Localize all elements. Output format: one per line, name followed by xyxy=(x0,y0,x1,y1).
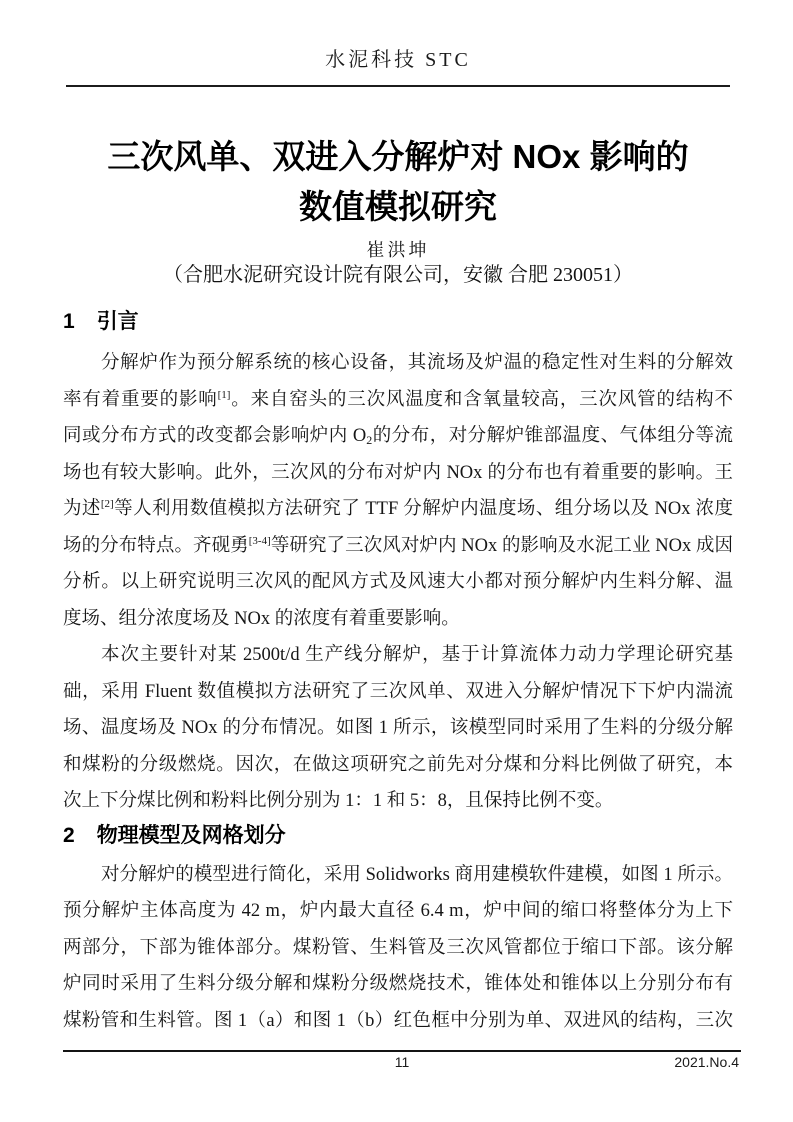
issue-label: 2021.No.4 xyxy=(674,1054,739,1070)
section-number: 2 xyxy=(63,823,75,847)
text-run: 炉同时采用了生料分级分解和煤粉分级燃烧技术，锥体处和锥体以上分别分布有 xyxy=(63,974,733,994)
text-run: 为述 xyxy=(63,499,101,519)
chemical-subscript: 2 xyxy=(366,433,373,447)
article-title-line-2: 数值模拟研究 xyxy=(299,188,497,225)
text-run: 础，采用 Fluent 数值模拟方法研究了三次风单、双进入分解炉情况下下炉内湍流 xyxy=(63,681,733,702)
page-number: 11 xyxy=(394,1054,410,1070)
text-run: 分解炉作为预分解系统的核心设备，其流场及炉温的稳定性对生料的分解效 xyxy=(101,353,733,373)
section-heading xyxy=(63,307,733,337)
citation-reference: [2] xyxy=(100,498,114,510)
body-line xyxy=(63,418,733,455)
text-run: 的分布，对分解炉锥部温度、气体组分等流 xyxy=(372,426,733,446)
text-run: 和煤粉的分级燃烧。因次，在做这项研究之前先对分煤和分料比例做了研究，本 xyxy=(63,754,733,775)
body-line xyxy=(63,1003,733,1040)
text-run: 场也有较大影响。此外，三次风的分布对炉内 NOx 的分布也有着重要的影响。王 xyxy=(63,462,733,483)
body-line xyxy=(63,710,733,747)
body-line xyxy=(63,966,733,1003)
body-line xyxy=(63,601,733,638)
text-run: 场、温度场及 NOx 的分布情况。如图 1 所示，该模型同时采用了生料的分级分解 xyxy=(63,718,733,738)
body-line xyxy=(63,455,733,492)
paragraph xyxy=(63,345,733,637)
text-run: 同或分布方式的改变都会影响炉内 O xyxy=(63,426,367,446)
body-line xyxy=(63,930,733,967)
body-line xyxy=(63,382,733,419)
author-affiliation: （合肥水泥研究设计院有限公司，安徽 合肥 230051） xyxy=(163,264,633,286)
citation-reference: [3-4] xyxy=(248,534,271,547)
paragraph xyxy=(63,637,733,820)
text-run: 场的分布特点。齐砚勇 xyxy=(63,535,249,556)
body-line xyxy=(63,564,733,601)
text-run: 等研究了三次风对炉内 NOx 的影响及水泥工业 NOx 成因 xyxy=(270,535,733,556)
text-run: 率有着重要的影响 xyxy=(63,389,218,410)
text-run: 本次主要针对某 2500t/d 生产线分解炉，基于计算流体力动力学理论研究基 xyxy=(101,645,733,665)
citation-reference: [1] xyxy=(217,388,231,401)
article-title xyxy=(63,132,733,232)
body-line xyxy=(63,783,733,820)
body-line xyxy=(63,674,733,711)
page-footer xyxy=(63,1050,741,1074)
footer-row xyxy=(63,1052,741,1074)
body-line xyxy=(63,637,733,674)
article-body xyxy=(63,307,733,1039)
journal-name: 水泥科技 STC xyxy=(325,49,471,71)
author-name: 崔洪坤 xyxy=(366,240,430,260)
section-heading xyxy=(63,821,733,851)
section-number: 1 xyxy=(63,310,75,333)
text-run: 预分解炉主体高度为 42 m，炉内最大直径 6.4 m，炉中间的缩口将整体分为上下 xyxy=(63,901,733,921)
text-run: 两部分，下部为锥体部分。煤粉管、生料管及三次风管都位于缩口下部。该分解 xyxy=(63,937,733,958)
section-title: 引言 xyxy=(96,310,139,333)
text-run: 次上下分煤比例和粉料比例分别为 1：1 和 5：8，且保持比例不变。 xyxy=(63,791,614,811)
section-title: 物理模型及网格划分 xyxy=(96,823,286,847)
text-run: 对分解炉的模型进行简化，采用 Solidworks 商用建模软件建模，如图 1 所示。 xyxy=(101,864,733,885)
paragraph xyxy=(63,857,733,1040)
body-line xyxy=(63,893,733,930)
text-run: 煤粉管和生料管。图 1（a）和图 1（b）红色框中分别为单、双进风的结构，三次 xyxy=(63,1010,733,1031)
text-run: 度场、组分浓度场及 NOx 的浓度有着重要影响。 xyxy=(63,608,460,629)
body-line xyxy=(63,491,733,528)
article-title-line-1: 三次风单、双进入分解炉对 NOx 影响的 xyxy=(107,138,689,175)
text-run: 等人利用数值模拟方法研究了 TTF 分解炉内温度场、组分场以及 NOx 浓度 xyxy=(113,499,733,519)
text-run: 分析。以上研究说明三次风的配风方式及风速大小都对预分解炉内生料分解、温 xyxy=(63,572,733,592)
body-line xyxy=(63,747,733,784)
header-rule xyxy=(66,85,730,87)
body-line xyxy=(63,345,733,382)
text-run: 。来自窑头的三次风温度和含氧量较高，三次风管的结构不 xyxy=(230,389,733,410)
body-line xyxy=(63,857,733,894)
body-line xyxy=(63,528,733,565)
